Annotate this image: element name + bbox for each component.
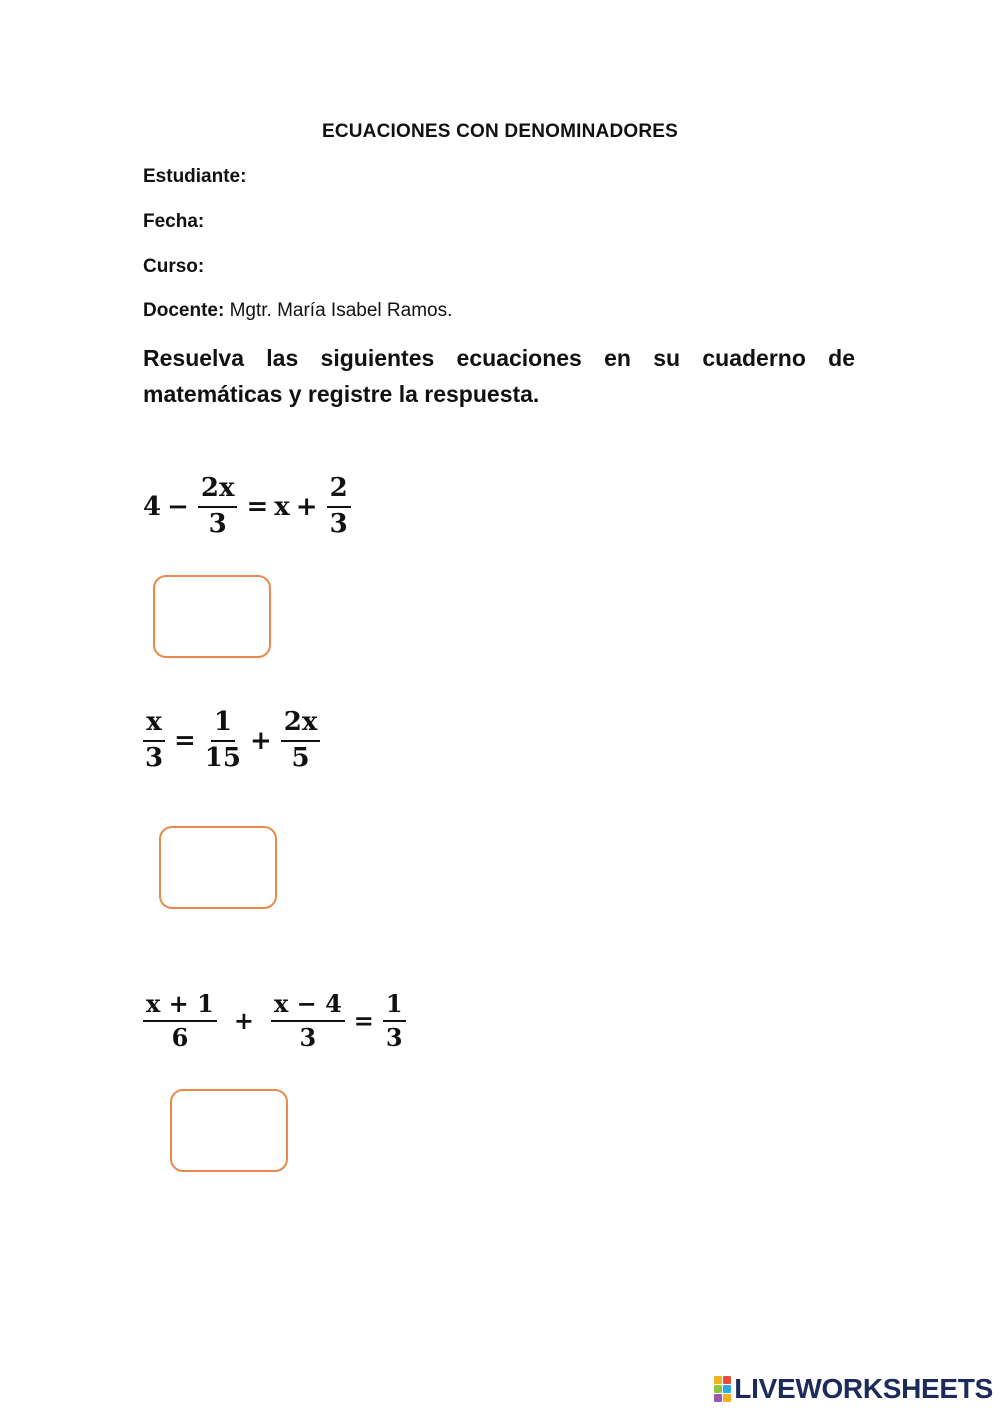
whole-number: 4 bbox=[143, 491, 162, 522]
teacher-field bbox=[143, 300, 452, 322]
numerator: x bbox=[143, 708, 165, 742]
instructions: Resuelva las siguientes ecuaciones en su cuaderno de matemáticas y registre la respuesta. bbox=[143, 345, 855, 407]
denominator: 5 bbox=[291, 742, 310, 773]
fraction bbox=[271, 990, 345, 1051]
numerator: 2x bbox=[281, 708, 321, 742]
fraction bbox=[327, 474, 351, 540]
logo-square bbox=[714, 1385, 722, 1393]
student-field bbox=[143, 166, 246, 188]
logo-square bbox=[714, 1376, 722, 1384]
plus-operator: + bbox=[249, 725, 272, 756]
equation-1 bbox=[143, 474, 354, 540]
fraction bbox=[143, 708, 165, 774]
logo-square bbox=[723, 1394, 731, 1402]
answer-box-3[interactable] bbox=[170, 1089, 288, 1172]
answer-box-1[interactable] bbox=[153, 575, 271, 658]
equals-sign: = bbox=[174, 725, 196, 756]
numerator: 2x bbox=[198, 474, 238, 508]
fraction bbox=[205, 708, 241, 774]
denominator: 3 bbox=[299, 1022, 317, 1052]
equals-sign: = bbox=[353, 1006, 374, 1036]
fraction bbox=[383, 990, 406, 1051]
variable-term: x bbox=[274, 491, 290, 522]
denominator: 6 bbox=[171, 1022, 189, 1052]
teacher-name: Mgtr. María Isabel Ramos. bbox=[229, 300, 453, 321]
numerator: 1 bbox=[211, 708, 235, 742]
worksheet-title: ECUACIONES CON DENOMINADORES bbox=[321, 121, 679, 142]
student-label: Estudiante: bbox=[143, 166, 247, 187]
equation-2 bbox=[143, 708, 323, 774]
course-label: Curso: bbox=[143, 256, 205, 277]
numerator: x + 1 bbox=[143, 990, 217, 1022]
numerator: 2 bbox=[327, 474, 351, 508]
date-field bbox=[143, 211, 204, 233]
logo-square bbox=[714, 1394, 722, 1402]
plus-operator: + bbox=[233, 1006, 254, 1036]
denominator: 3 bbox=[385, 1022, 403, 1052]
numerator: 1 bbox=[383, 990, 406, 1022]
equals-sign: = bbox=[246, 491, 269, 522]
logo-square bbox=[723, 1376, 731, 1384]
numerator: x − 4 bbox=[271, 990, 345, 1022]
minus-operator: − bbox=[167, 491, 189, 522]
fraction bbox=[198, 474, 238, 540]
denominator: 3 bbox=[144, 742, 164, 773]
denominator: 3 bbox=[329, 508, 348, 539]
liveworksheets-logo-icon bbox=[714, 1376, 731, 1402]
liveworksheets-brand bbox=[714, 1373, 993, 1405]
date-label: Fecha: bbox=[143, 211, 205, 232]
equation-3 bbox=[143, 990, 409, 1051]
course-field bbox=[143, 256, 204, 278]
denominator: 3 bbox=[208, 508, 227, 539]
teacher-label: Docente: bbox=[143, 300, 225, 321]
fraction bbox=[281, 708, 321, 774]
logo-square bbox=[723, 1385, 731, 1393]
answer-box-2[interactable] bbox=[159, 826, 277, 909]
denominator: 15 bbox=[204, 742, 241, 773]
brand-text: LIVEWORKSHEETS bbox=[734, 1373, 993, 1404]
fraction bbox=[143, 990, 217, 1051]
plus-operator: + bbox=[295, 491, 318, 522]
